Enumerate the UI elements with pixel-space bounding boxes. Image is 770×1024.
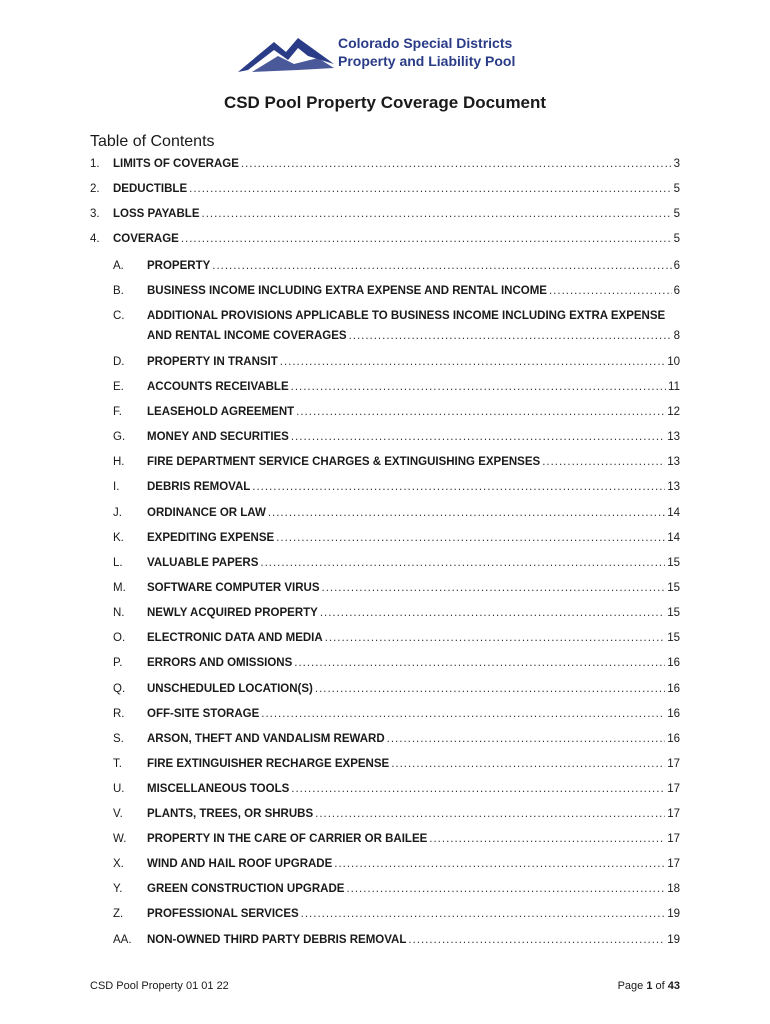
toc-entry[interactable] [113, 381, 680, 393]
dot-leader [322, 582, 666, 594]
dot-leader [346, 883, 665, 895]
toc-entry-number: 2. [90, 183, 100, 195]
toc-entry-page: 17 [667, 758, 680, 770]
toc-entry-number: B. [113, 285, 124, 297]
dot-leader [315, 683, 665, 695]
toc-entry-label: ERRORS AND OMISSIONS [147, 657, 293, 669]
toc-entry-label: FIRE EXTINGUISHER RECHARGE EXPENSE [147, 758, 390, 770]
dot-leader [334, 858, 665, 870]
dot-leader [296, 406, 665, 418]
toc-entry-page: 5 [673, 183, 680, 195]
toc-entry-number: L. [113, 557, 123, 569]
page-total: 43 [667, 980, 680, 992]
dot-leader [280, 356, 665, 368]
toc-entry-label: DEDUCTIBLE [113, 183, 188, 195]
toc-entry-label: NEWLY ACQUIRED PROPERTY [147, 607, 318, 619]
toc-entry-number: F. [113, 406, 122, 418]
toc-entry[interactable] [113, 431, 680, 443]
toc-entry[interactable] [113, 582, 680, 594]
toc-entry-page: 17 [667, 833, 680, 845]
dot-leader [252, 481, 665, 493]
toc-entry-page: 6 [673, 260, 680, 272]
toc-entry[interactable] [113, 607, 680, 619]
toc-entry-label: GREEN CONSTRUCTION UPGRADE [147, 883, 345, 895]
toc-entry[interactable] [90, 208, 680, 220]
toc-entry-page: 15 [667, 557, 680, 569]
toc-entry-page: 14 [667, 532, 680, 544]
toc-entry-page: 16 [667, 683, 680, 695]
toc-entry-number: C. [113, 310, 125, 322]
toc-entry-number: A. [113, 260, 124, 272]
toc-entry-label: MONEY AND SECURITIES [147, 431, 289, 443]
toc-entry[interactable] [90, 183, 680, 195]
toc-entry-number: Z. [113, 908, 124, 920]
toc-entry-label: EXPEDITING EXPENSE [147, 532, 275, 544]
dot-leader [349, 330, 672, 342]
dot-leader [268, 507, 665, 519]
logo-line-2: Property and Liability Pool [338, 53, 516, 69]
toc-entry-page: 13 [667, 431, 680, 443]
toc-entry-number: J. [113, 507, 122, 519]
toc-entry-label: SOFTWARE COMPUTER VIRUS [147, 582, 320, 594]
toc-entry[interactable] [113, 908, 680, 920]
dot-leader [315, 808, 665, 820]
dot-leader [294, 657, 665, 669]
toc-entry[interactable] [113, 310, 680, 342]
toc-entry[interactable] [113, 934, 680, 946]
dot-leader [549, 285, 672, 297]
toc-entry-label: BUSINESS INCOME INCLUDING EXTRA EXPENSE AND RENTAL INCOME [147, 285, 547, 297]
toc-entry-number: D. [113, 356, 125, 368]
dot-leader [387, 733, 666, 745]
toc-entry-number: T. [113, 758, 122, 770]
toc-entry-label: ARSON, THEFT AND VANDALISM REWARD [147, 733, 385, 745]
toc-entry[interactable] [113, 683, 680, 695]
toc-entry-page: 17 [667, 858, 680, 870]
dot-leader [542, 456, 665, 468]
toc-heading: Table of Contents [90, 133, 215, 150]
toc-entry[interactable] [113, 632, 680, 644]
toc-entry-page: 17 [667, 783, 680, 795]
toc-entry-page: 17 [667, 808, 680, 820]
toc-entry-page: 5 [673, 208, 680, 220]
toc-entry-page: 14 [667, 507, 680, 519]
toc-entry-number: E. [113, 381, 124, 393]
toc-entry-page: 15 [667, 632, 680, 644]
toc-entry-number: M. [113, 582, 126, 594]
toc-entry-label: PLANTS, TREES, OR SHRUBS [147, 808, 314, 820]
toc-entry-page: 12 [667, 406, 680, 418]
toc-entry-label: PROPERTY IN THE CARE OF CARRIER OR BAILEE [147, 833, 428, 845]
dot-leader [408, 934, 665, 946]
toc-entry[interactable] [113, 356, 680, 368]
toc-entry-number: P. [113, 657, 123, 669]
dot-leader [189, 183, 671, 195]
toc-entry[interactable] [113, 532, 680, 544]
toc-entry[interactable] [113, 557, 680, 569]
toc-entry[interactable] [113, 507, 680, 519]
toc-entry-number: N. [113, 607, 125, 619]
toc-entry[interactable] [90, 158, 680, 170]
dot-leader [429, 833, 665, 845]
toc-entry-number: 3. [90, 208, 100, 220]
toc-entry-label: UNSCHEDULED LOCATION(S) [147, 683, 313, 695]
brand-logo [238, 30, 538, 76]
dot-leader [260, 557, 665, 569]
toc-entry[interactable] [113, 858, 680, 870]
toc-entry-label: NON-OWNED THIRD PARTY DEBRIS REMOVAL [147, 934, 407, 946]
toc-entry-number: 4. [90, 233, 100, 245]
toc-entry-page: 10 [667, 356, 680, 368]
dot-leader [241, 158, 672, 170]
toc-entry[interactable] [113, 406, 680, 418]
toc-entry[interactable] [113, 883, 680, 895]
toc-entry-page: 6 [673, 285, 680, 297]
toc-entry-number: G. [113, 431, 126, 443]
footer-document-name: CSD Pool Property 01 01 22 [90, 980, 229, 992]
toc-entry-label: ELECTRONIC DATA AND MEDIA [147, 632, 323, 644]
toc-entry-label: OFF-SITE STORAGE [147, 708, 260, 720]
dot-leader [291, 783, 665, 795]
dot-leader [325, 632, 666, 644]
toc-entry[interactable] [113, 758, 680, 770]
toc-entry-page: 5 [673, 233, 680, 245]
toc-entry-page: 11 [668, 381, 680, 393]
toc-entry-label: PROFESSIONAL SERVICES [147, 908, 299, 920]
page-current: 1 [646, 980, 653, 992]
toc-entry-label: VALUABLE PAPERS [147, 557, 259, 569]
toc-entry-label: AND RENTAL INCOME COVERAGES [147, 330, 347, 342]
dot-leader [202, 208, 672, 220]
dot-leader [320, 607, 665, 619]
toc-entry-number: S. [113, 733, 124, 745]
document-title: CSD Pool Property Coverage Document [223, 93, 547, 112]
toc-entry-page: 13 [667, 456, 680, 468]
toc-entry-label-line-1: ADDITIONAL PROVISIONS APPLICABLE TO BUSINESS INCOME INCLUDING EXTRA EXPENSE [147, 310, 666, 322]
page-of: of [652, 980, 668, 992]
toc-entry-number: H. [113, 456, 125, 468]
dot-leader [212, 260, 671, 272]
toc-entry-page: 19 [667, 934, 680, 946]
toc-entry-page: 16 [667, 657, 680, 669]
toc-entry-number: I. [113, 481, 120, 493]
dot-leader [276, 532, 665, 544]
footer-page-number [618, 980, 680, 992]
toc-entry-number: K. [113, 532, 124, 544]
toc-entry-label: DEBRIS REMOVAL [147, 481, 251, 493]
toc-entry-label: FIRE DEPARTMENT SERVICE CHARGES & EXTINGUISHING EXPENSES [147, 456, 541, 468]
toc-entry[interactable] [113, 708, 680, 720]
toc-entry-number: AA. [113, 934, 132, 946]
toc-entry[interactable] [113, 260, 680, 272]
toc-entry-number: 1. [90, 158, 100, 170]
toc-entry-number: R. [113, 708, 125, 720]
toc-entry-number: Y. [113, 883, 123, 895]
toc-entry-label: WIND AND HAIL ROOF UPGRADE [147, 858, 333, 870]
dot-leader [391, 758, 665, 770]
toc-entry-page: 8 [673, 330, 680, 342]
dot-leader [291, 381, 666, 393]
toc-entry-number: U. [113, 783, 125, 795]
toc-entry-page: 15 [667, 607, 680, 619]
toc-entry[interactable] [113, 783, 680, 795]
toc-entry-page: 15 [667, 582, 680, 594]
toc-entry-page: 19 [667, 908, 680, 920]
toc-entry-label: LEASEHOLD AGREEMENT [147, 406, 295, 418]
toc-entry[interactable] [113, 285, 680, 297]
dot-leader [181, 233, 672, 245]
toc-entry[interactable] [113, 833, 680, 845]
toc-entry-label: PROPERTY IN TRANSIT [147, 356, 278, 368]
toc-entry-number: V. [113, 808, 123, 820]
dot-leader [261, 708, 665, 720]
toc-entry[interactable] [113, 808, 680, 820]
toc-entry-page: 3 [673, 158, 680, 170]
toc-entry-number: O. [113, 632, 126, 644]
logo-text [338, 34, 515, 70]
toc-entry-label: PROPERTY [147, 260, 211, 272]
toc-entry-number: Q. [113, 683, 126, 695]
toc-entry-label: MISCELLANEOUS TOOLS [147, 783, 290, 795]
toc-entry-page: 13 [667, 481, 680, 493]
toc-entry-label: LIMITS OF COVERAGE [113, 158, 239, 170]
toc-entry[interactable] [113, 456, 680, 468]
dot-leader [301, 908, 666, 920]
logo-line-1: Colorado Special Districts [338, 35, 513, 51]
page-prefix: Page [617, 980, 647, 992]
toc-entry-label: LOSS PAYABLE [113, 208, 200, 220]
toc-entry-page: 16 [667, 733, 680, 745]
toc-entry[interactable] [113, 733, 680, 745]
toc-entry-number: X. [113, 858, 124, 870]
toc-entry[interactable] [113, 481, 680, 493]
toc-entry-label: ACCOUNTS RECEIVABLE [147, 381, 289, 393]
toc-entry[interactable] [113, 657, 680, 669]
toc-entry-page: 16 [667, 708, 680, 720]
mountain-logo-icon [238, 34, 334, 74]
toc-entry[interactable] [90, 233, 680, 245]
toc-entry-label: ORDINANCE OR LAW [147, 507, 266, 519]
dot-leader [291, 431, 665, 443]
toc-entry-label: COVERAGE [113, 233, 179, 245]
toc-entry-page: 18 [667, 883, 680, 895]
toc-entry-number: W. [113, 833, 127, 845]
